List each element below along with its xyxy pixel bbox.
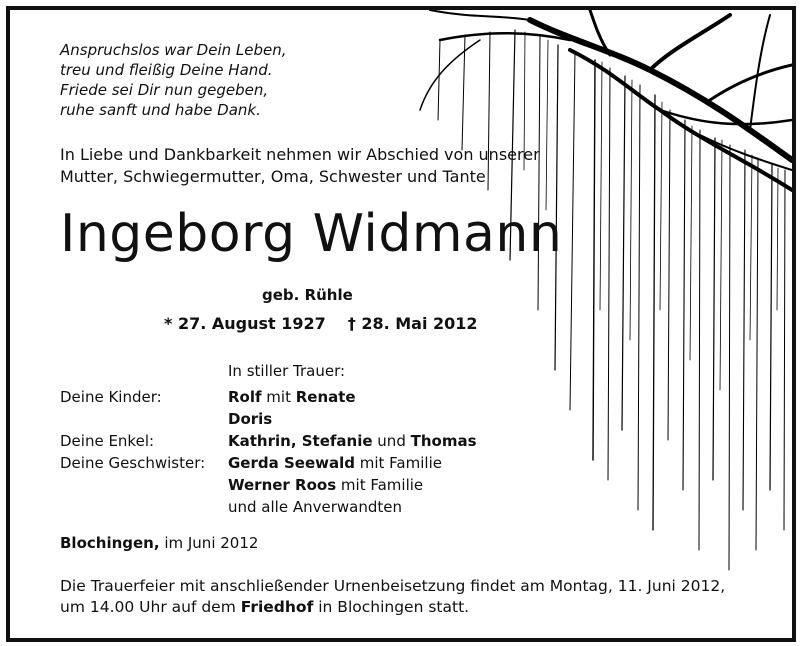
- obituary-notice: [6, 6, 796, 642]
- child-name: Rolf: [228, 388, 262, 406]
- poem-line: Anspruchslos war Dein Leben,: [60, 41, 287, 59]
- family-text: mit Familie: [336, 476, 424, 494]
- child-name: Doris: [228, 410, 273, 428]
- connector-text: und: [372, 432, 411, 450]
- poem: [60, 40, 287, 120]
- children-line: [228, 388, 356, 406]
- death-date: † 28. Mai 2012: [347, 314, 478, 333]
- child-name: Renate: [295, 388, 356, 406]
- place-date: [60, 534, 258, 552]
- relatives-line: und alle Anverwandten: [228, 498, 402, 516]
- birth-date: * 27. August 1927: [164, 314, 326, 333]
- date-text: im Juni 2012: [159, 534, 259, 552]
- intro-line: Mutter, Schwiegermutter, Oma, Schwester und Tante: [60, 167, 486, 186]
- birth-name: geb. Rühle: [262, 286, 353, 304]
- grandchildren-label: Deine Enkel:: [60, 432, 155, 450]
- funeral-text: in Blochingen statt.: [313, 598, 470, 616]
- town: Blochingen,: [60, 534, 160, 552]
- sibling-name: Gerda Seewald: [228, 454, 355, 472]
- funeral-location: Friedhof: [240, 598, 314, 616]
- poem-line: ruhe sanft und habe Dank.: [60, 101, 261, 119]
- siblings-line: [228, 476, 423, 494]
- funeral-line: [60, 597, 725, 618]
- grandchildren-line: [228, 432, 477, 450]
- funeral-notice: [60, 576, 725, 618]
- connector-text: mit: [261, 388, 296, 406]
- siblings-line: [228, 454, 442, 472]
- poem-line: treu und fleißig Deine Hand.: [60, 61, 273, 79]
- grandchild-name: Thomas: [410, 432, 477, 450]
- intro-text: [60, 144, 540, 188]
- intro-line: In Liebe und Dankbarkeit nehmen wir Abschied von unserer: [60, 145, 540, 164]
- children-label: Deine Kinder:: [60, 388, 162, 406]
- poem-line: Friede sei Dir nun gegeben,: [60, 81, 269, 99]
- life-dates: [164, 314, 478, 333]
- siblings-label: Deine Geschwister:: [60, 454, 206, 472]
- children-line: [228, 410, 272, 428]
- deceased-name: Ingeborg Widmann: [60, 204, 563, 264]
- mourning-header: In stiller Trauer:: [228, 362, 346, 380]
- funeral-text: um 14.00 Uhr auf dem: [60, 598, 241, 616]
- grandchild-names: Kathrin, Stefanie: [228, 432, 373, 450]
- family-text: mit Familie: [354, 454, 442, 472]
- sibling-name: Werner Roos: [228, 476, 337, 494]
- funeral-line: Die Trauerfeier mit anschließender Urnenbeisetzung findet am Montag, 11. Juni 2012,: [60, 577, 726, 595]
